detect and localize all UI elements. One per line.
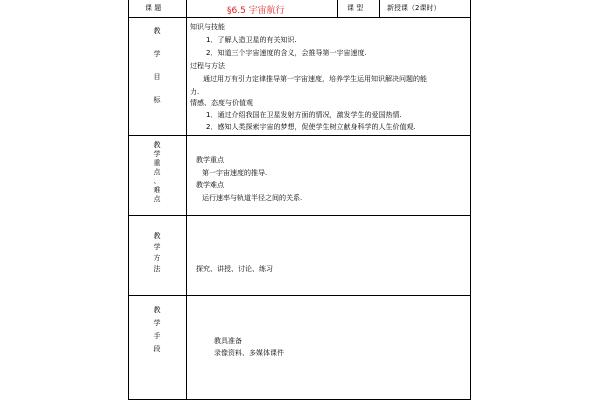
methods-label-char: 学	[153, 243, 161, 251]
keypoints-label-char: 点	[153, 195, 161, 203]
methods-label-char: 法	[153, 265, 161, 273]
means-label-char: 段	[153, 345, 161, 353]
objectives-label-char: 目	[153, 73, 161, 81]
objectives-heading-attitude: 情感、态度与价值观	[190, 99, 253, 107]
type-value: 新授课（2课时）	[387, 4, 441, 12]
keypoints-label	[150, 141, 164, 204]
methods-label	[150, 232, 164, 274]
objectives-heading-process: 过程与方法	[190, 62, 225, 70]
objectives-label-char: 标	[153, 96, 161, 104]
keypoints-label-char: 难	[153, 186, 161, 194]
objectives-paragraph: 力.	[190, 88, 200, 96]
row-divider	[129, 215, 470, 216]
topic-label: 课 题	[145, 4, 162, 12]
means-label-char: 教	[153, 306, 161, 314]
objectives-item: 2．感知人类探索宇宙的梦想，促使学生树立献身科学的人生价值观.	[206, 123, 416, 131]
objectives-label-char: 教	[153, 27, 161, 35]
keypoints-label-char: 、	[153, 177, 161, 185]
keypoints-item: 第一宇宙速度的推导.	[202, 169, 268, 177]
column-divider	[379, 0, 380, 17]
means-label-char: 手	[153, 332, 161, 340]
column-divider	[186, 0, 187, 399]
methods-label-char: 教	[153, 232, 161, 240]
objectives-item: 1．通过介绍我国在卫星发射方面的情况，激发学生的爱国热情.	[206, 111, 402, 119]
means-text: 录像资料、多媒体课件	[214, 349, 284, 357]
methods-label-char: 方	[153, 254, 161, 262]
objectives-label-char: 学	[153, 50, 161, 58]
objectives-item: 2．知道三个宇宙速度的含义，会推导第一宇宙速度.	[206, 49, 367, 57]
keypoints-item: 运行速率与轨道半径之间的关系.	[202, 194, 303, 202]
objectives-label	[150, 27, 164, 105]
keypoints-label-char: 教	[153, 141, 161, 149]
lesson-title: §6.5 宇宙航行	[227, 6, 285, 16]
row-divider	[129, 135, 470, 136]
means-heading: 教具准备	[214, 337, 242, 345]
objectives-paragraph: 通过用万有引力定律推导第一宇宙速度，培养学生运用知识解决问题的能	[203, 75, 427, 83]
lesson-plan-table	[128, 0, 471, 400]
means-label-char: 学	[153, 319, 161, 327]
type-label: 课 型	[347, 4, 364, 12]
keypoints-label-char: 重	[153, 159, 161, 167]
keypoints-heading-focus: 教学重点	[196, 156, 224, 164]
column-divider	[337, 0, 338, 17]
objectives-item: 1．了解人造卫星的有关知识.	[206, 36, 297, 44]
methods-text: 探究、讲授、讨论、练习	[196, 265, 273, 273]
keypoints-label-char: 学	[153, 150, 161, 158]
keypoints-label-char: 点	[153, 168, 161, 176]
row-divider	[129, 17, 470, 18]
means-label	[150, 306, 164, 354]
row-divider	[129, 295, 470, 296]
keypoints-heading-difficulty: 教学难点	[196, 181, 224, 189]
objectives-heading-knowledge: 知识与技能	[190, 23, 225, 31]
